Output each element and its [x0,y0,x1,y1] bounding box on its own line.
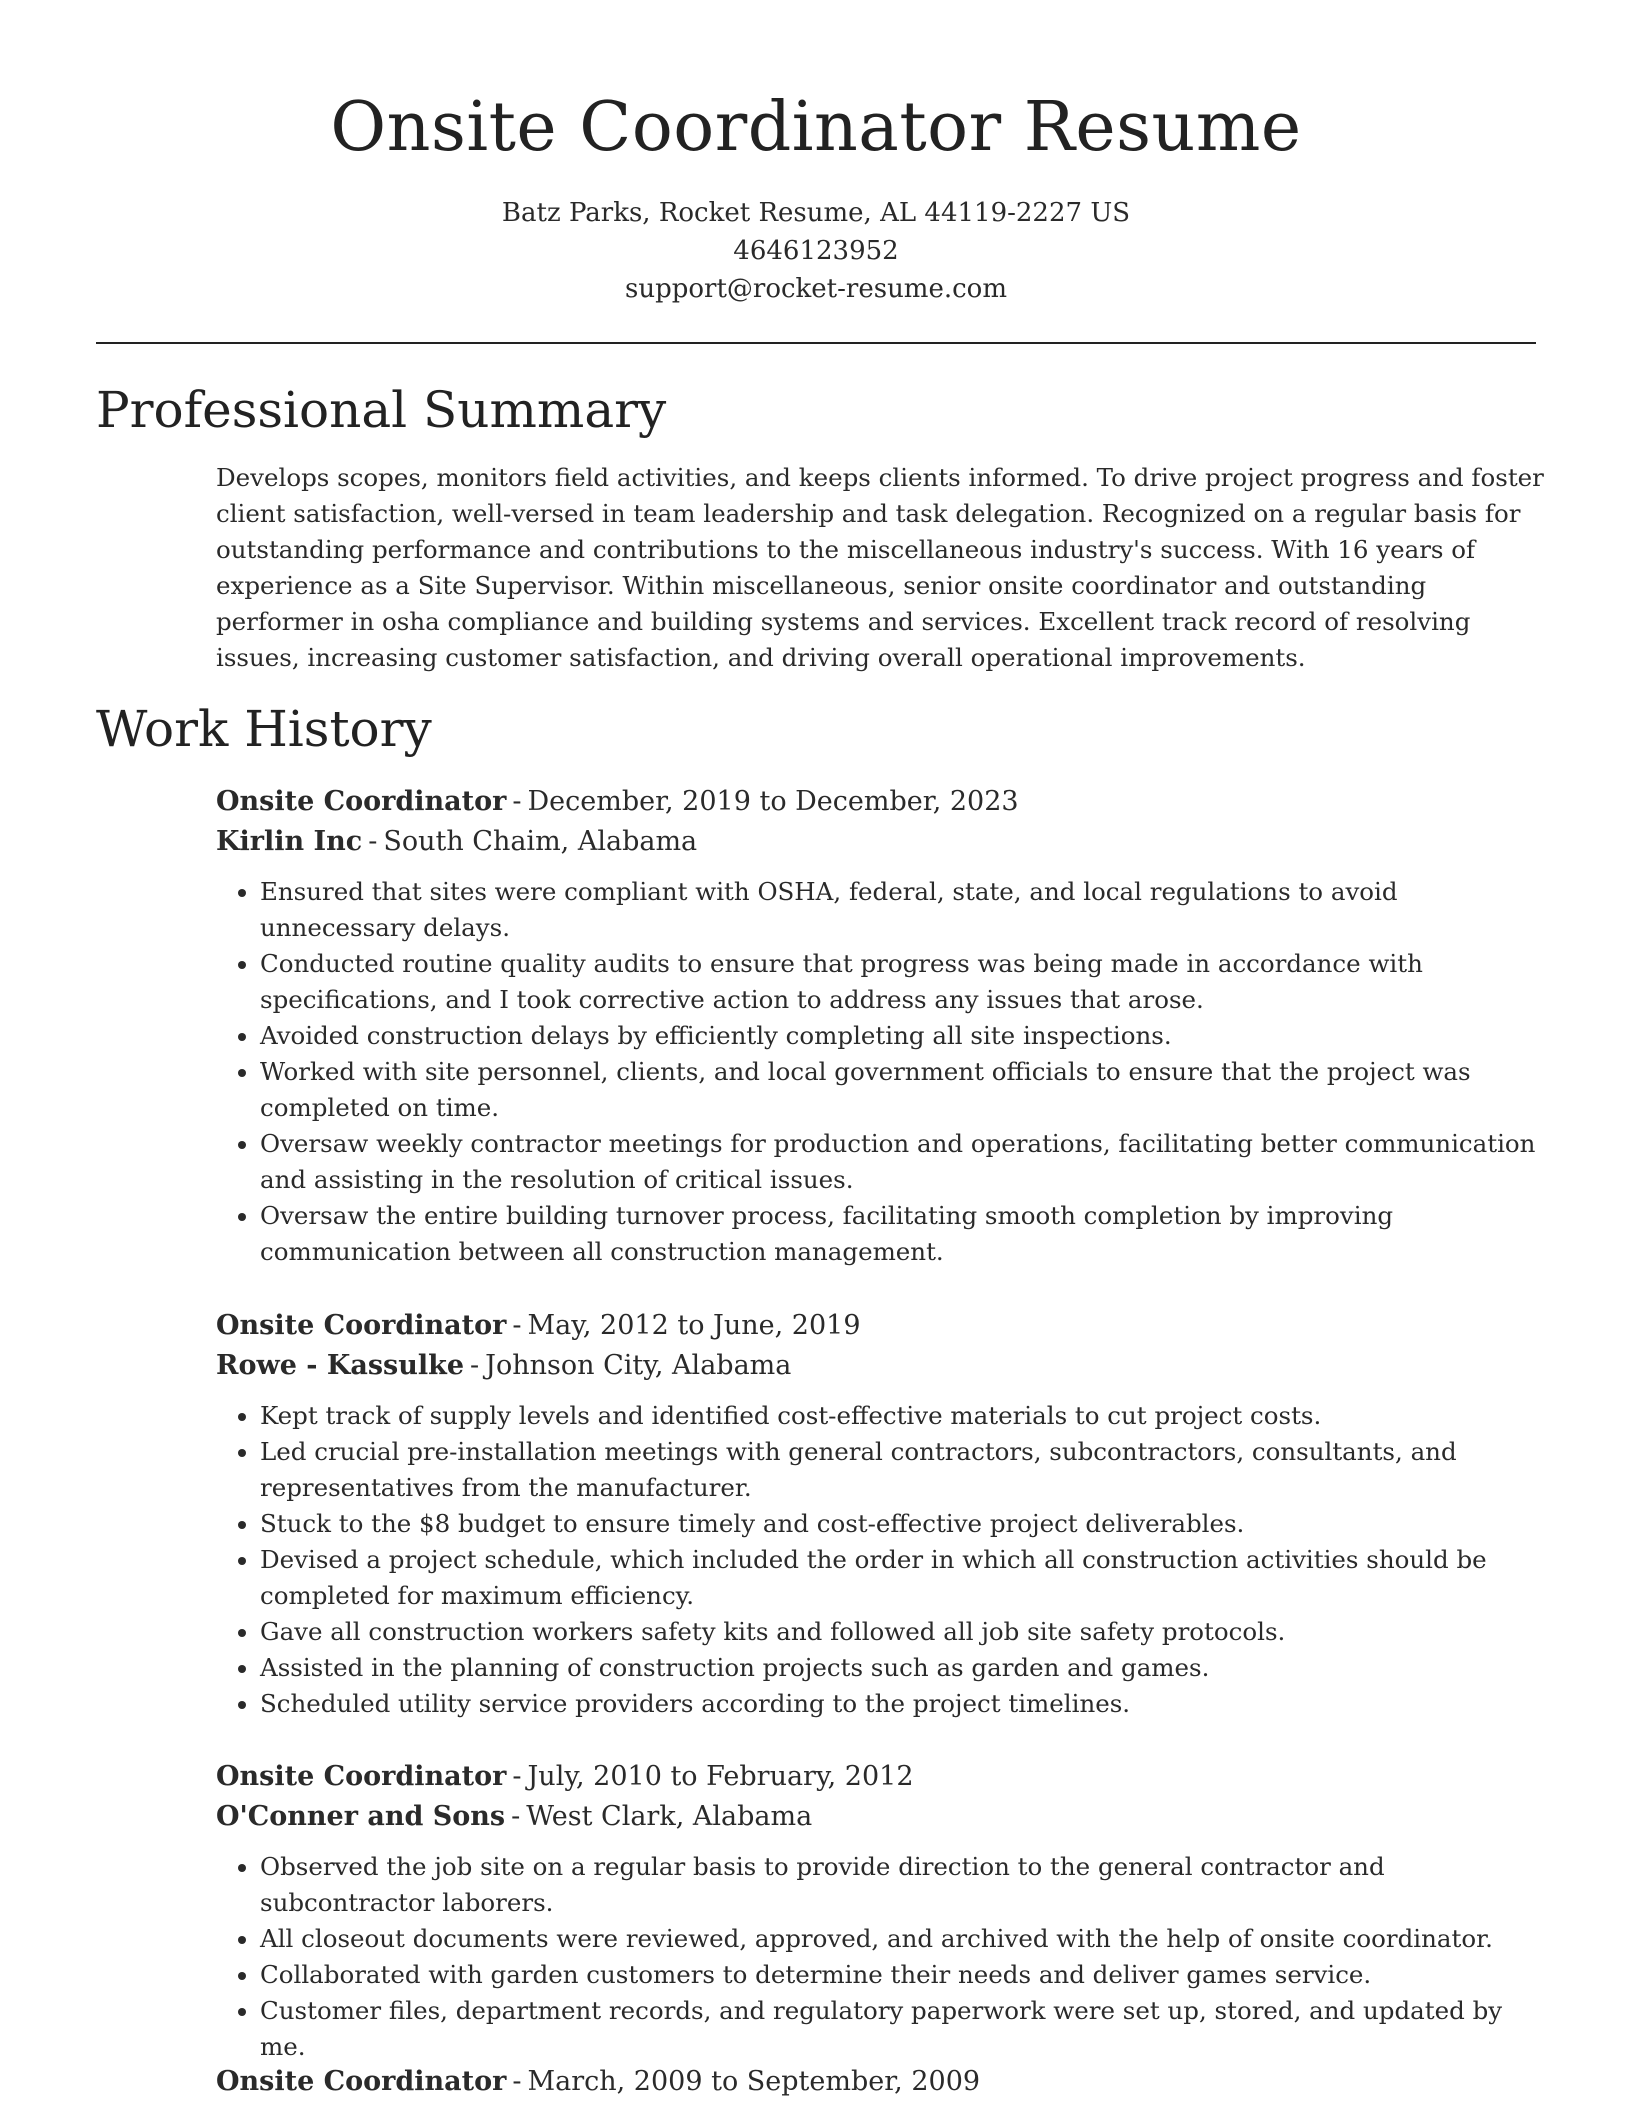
job-company: Kirlin Inc [216,826,363,857]
job-company-line [216,822,1546,862]
job-title-line [216,2062,1546,2102]
contact-block [0,194,1632,308]
job-location: West Clark, Alabama [526,1801,813,1832]
job-bullet: • All closeout documents were reviewed, approved, and archived with the help of onsite coordinator. [260,1921,1546,1957]
header-divider [96,342,1536,344]
job-company: Rowe - Kassulke [216,1350,465,1381]
job-location: South Chaim, Alabama [383,826,698,857]
job-bullets [216,1398,1546,1722]
job-bullet: • Avoided construction delays by efficiently completing all site inspections. [260,1018,1546,1054]
job-bullet: • Kept track of supply levels and identified cost-effective materials to cut project costs. [260,1398,1546,1434]
summary-text: Develops scopes, monitors field activities, and keeps clients informed. To drive project progress and foster client satisfaction, well-versed in team leadership and task delegation. Recognized on a regular basis for outstanding performance and contributions to the miscellaneous industry's success. With 16 years of experience as a Site Supervisor. Within miscellaneous, senior onsite coordinator and outstanding performer in osha compliance and building systems and services. Excellent track record of resolving issues, increasing customer satisfaction, and driving overall operational improvements. [216,463,1544,672]
job-bullets [216,874,1546,1270]
job-bullet: • Scheduled utility service providers according to the project timelines. [260,1686,1546,1722]
job-role: Onsite Coordinator [216,2066,507,2097]
work-history-heading: Work History [96,700,432,758]
separator: - [512,786,522,817]
job-bullet: • Customer files, department records, and regulatory paperwork were set up, stored, and updated by me. [260,1993,1546,2065]
job-bullet: • Observed the job site on a regular basis to provide direction to the general contractor and subcontractor laborers. [260,1849,1546,1921]
contact-address: Batz Parks, Rocket Resume, AL 44119-2227 US [501,198,1131,228]
job-bullet: • Devised a project schedule, which included the order in which all construction activities should be completed for maximum efficiency. [260,1542,1546,1614]
job-bullets [216,1849,1546,2065]
summary-heading: Professional Summary [96,381,667,439]
job-dates: May, 2012 to June, 2019 [527,1310,861,1341]
job-entry [216,1306,1546,1722]
job-dates: December, 2019 to December, 2023 [527,786,1019,817]
contact-phone: 4646123952 [733,236,899,266]
job-company: O'Conner and Sons [216,1801,506,1832]
job-role: Onsite Coordinator [216,1761,507,1792]
job-bullet: • Assisted in the planning of construction projects such as garden and games. [260,1650,1546,1686]
separator: - [511,1801,521,1832]
job-entry [216,1757,1546,2065]
job-bullet: • Collaborated with garden customers to determine their needs and deliver games service. [260,1957,1546,1993]
job-title-line [216,1757,1546,1797]
job-bullet: • Conducted routine quality audits to ensure that progress was being made in accordance with specifications, and I took corrective action to address any issues that arose. [260,946,1546,1018]
job-location: Johnson City, Alabama [485,1350,792,1381]
job-bullet: • Led crucial pre-installation meetings with general contractors, subcontractors, consultants, and representatives from the manufacturer. [260,1434,1546,1506]
job-entry [216,782,1546,1270]
job-company-line [216,1346,1546,1386]
job-bullet: • Oversaw the entire building turnover process, facilitating smooth completion by improving communication between all construction management. [260,1198,1546,1270]
separator: - [368,826,378,857]
contact-email: support@rocket-resume.com [624,274,1007,304]
job-bullet: • Gave all construction workers safety kits and followed all job site safety protocols. [260,1614,1546,1650]
job-company-line [216,1797,1546,1837]
job-role: Onsite Coordinator [216,1310,507,1341]
job-title-line [216,1306,1546,1346]
job-bullet: • Worked with site personnel, clients, and local government officials to ensure that the project was completed on time. [260,1054,1546,1126]
separator: - [512,2066,522,2097]
job-role: Onsite Coordinator [216,786,507,817]
job-bullet: • Stuck to the $8 budget to ensure timely and cost-effective project deliverables. [260,1506,1546,1542]
job-entry [216,2062,1546,2102]
job-dates: July, 2010 to February, 2012 [527,1761,914,1792]
job-title-line [216,782,1546,822]
separator: - [512,1310,522,1341]
resume-header [0,0,1632,308]
separator: - [470,1350,480,1381]
job-bullet: • Oversaw weekly contractor meetings for production and operations, facilitating better communication and assisting in the resolution of critical issues. [260,1126,1546,1198]
job-bullet: • Ensured that sites were compliant with OSHA, federal, state, and local regulations to avoid unnecessary delays. [260,874,1546,946]
separator: - [512,1761,522,1792]
resume-title: Onsite Coordinator Resume [330,88,1302,167]
job-dates: March, 2009 to September, 2009 [527,2066,981,2097]
